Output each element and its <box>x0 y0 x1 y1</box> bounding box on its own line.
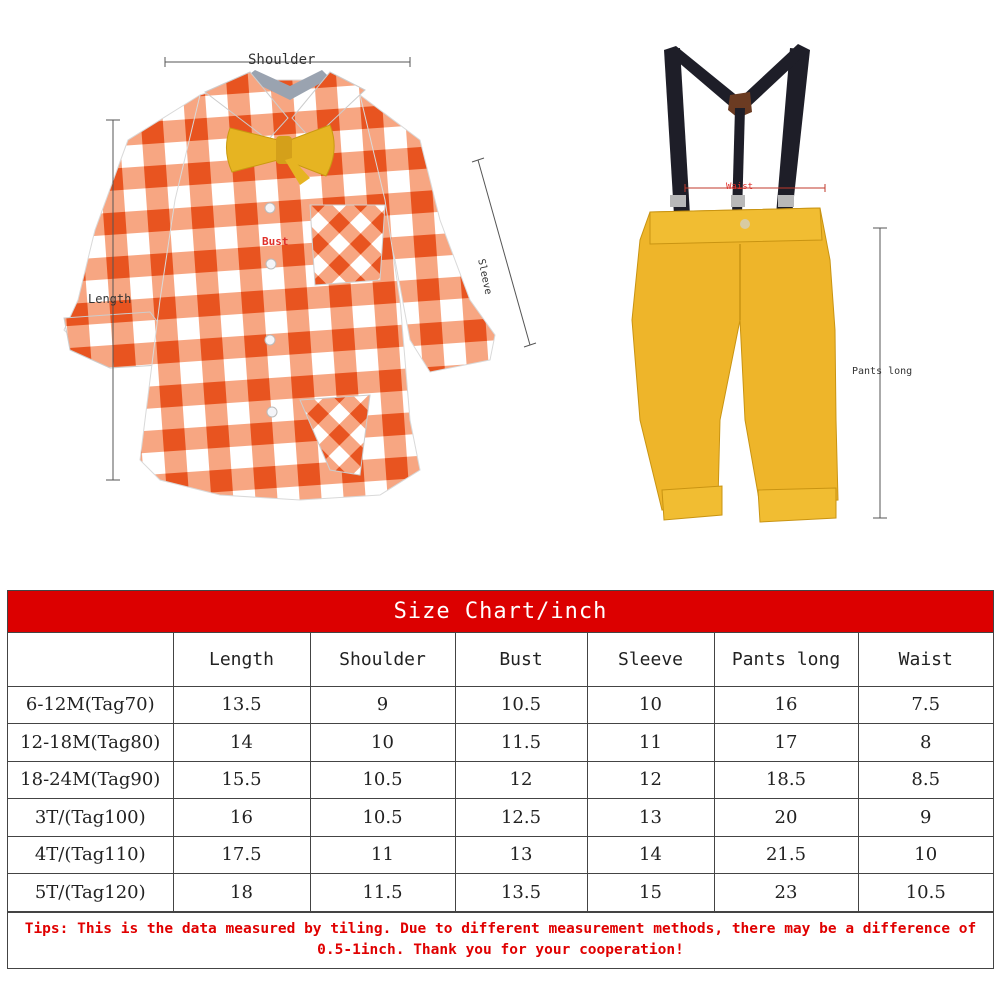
pants <box>632 208 838 522</box>
waist-cell: 10 <box>858 836 993 874</box>
size-cell: 12-18M(Tag80) <box>8 724 173 762</box>
length-cell: 17.5 <box>173 836 310 874</box>
sleeve-cell: 14 <box>587 836 714 874</box>
length-cell: 13.5 <box>173 686 310 724</box>
bust-cell: 13.5 <box>455 874 587 912</box>
sleeve-cell: 10 <box>587 686 714 724</box>
waist-label: Waist <box>726 182 754 192</box>
waist-cell: 7.5 <box>858 686 993 724</box>
table-row <box>8 686 993 724</box>
size-chart-title: Size Chart/inch <box>8 591 993 633</box>
sleeve-cell: 13 <box>587 799 714 837</box>
length-cell: 18 <box>173 874 310 912</box>
header-cell-length: Length <box>173 633 310 686</box>
size-table <box>8 633 993 912</box>
sleeve-cell: 15 <box>587 874 714 912</box>
size-cell: 18-24M(Tag90) <box>8 761 173 799</box>
pants-long-label: Pants long <box>852 366 913 377</box>
size-cell: 5T/(Tag120) <box>8 874 173 912</box>
length-cell: 16 <box>173 799 310 837</box>
header-cell-shoulder: Shoulder <box>310 633 455 686</box>
shoulder-cell: 10.5 <box>310 799 455 837</box>
pants-long-cell: 17 <box>714 724 858 762</box>
shoulder-label: Shoulder <box>248 52 316 68</box>
length-label: Length <box>88 292 132 306</box>
header-cell-size <box>8 633 173 686</box>
table-row <box>8 761 993 799</box>
shoulder-cell: 11.5 <box>310 874 455 912</box>
table-header-row <box>8 633 993 686</box>
waist-cell: 9 <box>858 799 993 837</box>
bust-cell: 11.5 <box>455 724 587 762</box>
table-row <box>8 724 993 762</box>
table-row <box>8 836 993 874</box>
size-cell: 6-12M(Tag70) <box>8 686 173 724</box>
shoulder-cell: 9 <box>310 686 455 724</box>
header-cell-pants-long: Pants long <box>714 633 858 686</box>
pants-long-cell: 21.5 <box>714 836 858 874</box>
shoulder-cell: 11 <box>310 836 455 874</box>
pants-long-cell: 18.5 <box>714 761 858 799</box>
pants-long-cell: 20 <box>714 799 858 837</box>
bust-cell: 12 <box>455 761 587 799</box>
waist-cell: 8 <box>858 724 993 762</box>
waist-cell: 10.5 <box>858 874 993 912</box>
header-cell-waist: Waist <box>858 633 993 686</box>
bust-cell: 13 <box>455 836 587 874</box>
table-row <box>8 799 993 837</box>
table-row <box>8 874 993 912</box>
sleeve-label: Sleeve <box>475 258 494 296</box>
length-cell: 15.5 <box>173 761 310 799</box>
measurement-tips: Tips: This is the data measured by tiling. Due to different measurement methods, there may be a difference of 0.5-1inch. Thank you for your cooperation! <box>8 912 993 961</box>
shirt <box>64 70 495 500</box>
waist-cell: 8.5 <box>858 761 993 799</box>
length-cell: 14 <box>173 724 310 762</box>
sleeve-cell: 11 <box>587 724 714 762</box>
bust-cell: 12.5 <box>455 799 587 837</box>
header-cell-bust: Bust <box>455 633 587 686</box>
shoulder-cell: 10.5 <box>310 761 455 799</box>
sleeve-cell: 12 <box>587 761 714 799</box>
pants-long-cell: 16 <box>714 686 858 724</box>
size-cell: 4T/(Tag110) <box>8 836 173 874</box>
shoulder-cell: 10 <box>310 724 455 762</box>
bust-cell: 10.5 <box>455 686 587 724</box>
pants-long-cell: 23 <box>714 874 858 912</box>
header-cell-sleeve: Sleeve <box>587 633 714 686</box>
pants-dimension-lines <box>685 184 825 192</box>
size-chart <box>7 590 994 969</box>
size-cell: 3T/(Tag100) <box>8 799 173 837</box>
bust-label: Bust <box>262 235 289 248</box>
